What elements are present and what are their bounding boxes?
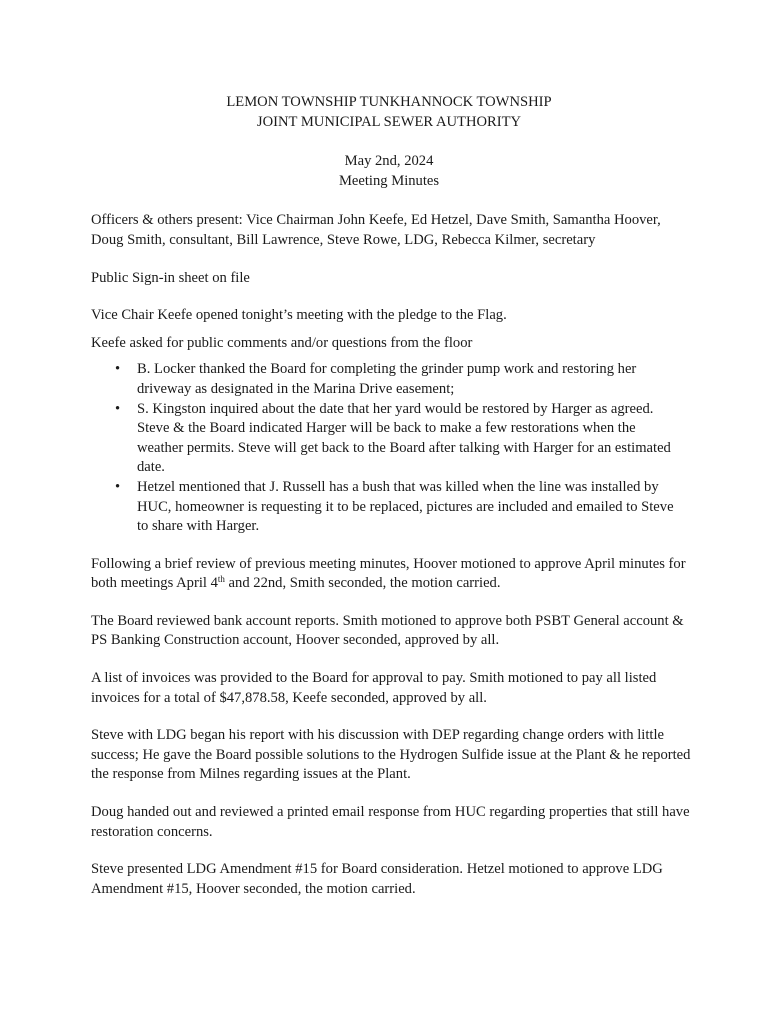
minutes-text-part1: Following a brief review of previous meeting minutes, Hoover motioned to approve April minutes for both meetings April 4 [91, 555, 686, 592]
list-item-text: S. Kingston inquired about the date that her yard would be restored by Harger as agreed. Steve & the Board indicated Harger will be back to make a few restorations when the weather permits. Steve will get back to the Board after talking with Harger for an estimated date. [137, 400, 671, 476]
meeting-opened-paragraph: Vice Chair Keefe opened tonight’s meeting with the pledge to the Flag. [91, 307, 507, 324]
document-header [87, 93, 691, 191]
public-comments-intro: Keefe asked for public comments and/or questions from the floor [91, 334, 473, 351]
bullet-icon: • [115, 361, 121, 378]
list-item-text: Hetzel mentioned that J. Russell has a bush that was killed when the line was installed by HUC, homeowner is requesting it to be replaced, pictures are included and emailed to Steve to share with Harger. [137, 478, 674, 535]
huc-paragraph: Doug handed out and reviewed a printed email response from HUC regarding properties that still have restoration concerns. [91, 804, 690, 840]
document-subtitle: Meeting Minutes [338, 172, 440, 189]
minutes-approval-paragraph [91, 555, 691, 594]
signin-paragraph: Public Sign-in sheet on file [91, 269, 250, 286]
list-item [91, 478, 675, 537]
public-comments-list [91, 360, 691, 536]
bank-reports-paragraph: The Board reviewed bank account reports. Smith motioned to approve both PSBT General account & PS Banking Construction account, Hoover seconded, approved by all. [91, 612, 684, 649]
bullet-icon: • [115, 400, 121, 417]
amendment-paragraph: Steve presented LDG Amendment #15 for Board consideration. Hetzel motioned to approve LDG Amendment #15, Hoover seconded, the motion carried. [91, 861, 663, 897]
ldg-report-paragraph: Steve with LDG began his report with his discussion with DEP regarding change orders with little success; He gave the Board possible solutions to the Hydrogen Sulfide issue at the Plant & he reported the response from Milnes regarding issues at the Plant. [91, 727, 691, 783]
ordinal-suffix: th [217, 574, 225, 585]
list-item [91, 360, 675, 399]
minutes-text-part2: and 22nd, Smith seconded, the motion carried. [224, 575, 501, 592]
officers-present-paragraph: Officers & others present: Vice Chairman John Keefe, Ed Hetzel, Dave Smith, Samantha Hoover, Doug Smith, consultant, Bill Lawrence, Steve Rowe, LDG, Rebecca Kilmer, secretary [91, 212, 661, 248]
list-item-text: B. Locker thanked the Board for completing the grinder pump work and restoring her driveway as designated in the Marina Drive easement; [137, 361, 637, 397]
header-line-2: JOINT MUNICIPAL SEWER AUTHORITY [256, 113, 522, 130]
minutes-page [91, 93, 691, 899]
invoices-paragraph: A list of invoices was provided to the Board for approval to pay. Smith motioned to pay all listed invoices for a total of $47,878.58, Keefe seconded, approved by all. [91, 670, 657, 706]
header-line-1: LEMON TOWNSHIP TUNKHANNOCK TOWNSHIP [226, 94, 552, 110]
list-item [91, 400, 675, 478]
bullet-icon: • [115, 478, 121, 495]
meeting-date: May 2nd, 2024 [344, 153, 434, 170]
